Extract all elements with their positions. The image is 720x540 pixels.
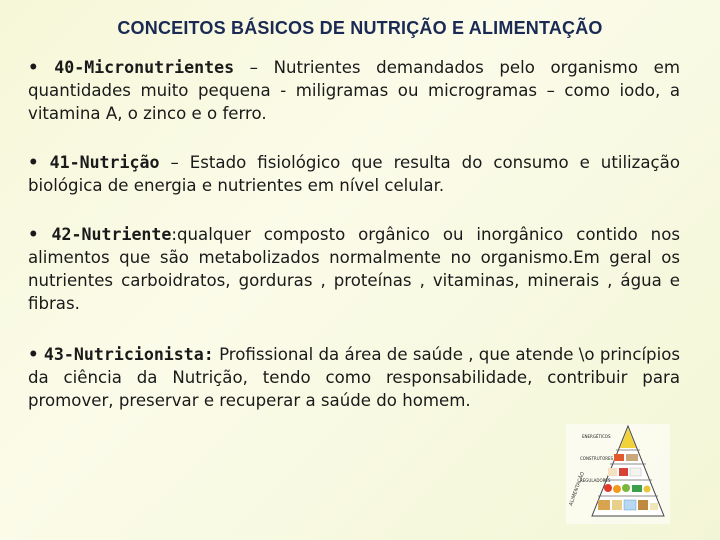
definition-item-nutricionista xyxy=(28,343,680,412)
term-label: 40-Micronutrientes xyxy=(54,58,235,77)
food-pyramid-icon xyxy=(566,424,670,524)
term-label: 41-Nutrição xyxy=(49,153,160,172)
pyramid-label-top: ENERGÉTICOS xyxy=(582,434,611,439)
page-title: CONCEITOS BÁSICOS DE NUTRIÇÃO E ALIMENTAÇÃO xyxy=(117,18,603,38)
definition-text: – Estado fisiológico que resulta do consumo e utilização biológica de energia e nutrientes em nível celular. xyxy=(28,153,680,195)
definition-item-nutricao xyxy=(28,151,680,197)
svg-text:ALIMENTAÇÃO: ALIMENTAÇÃO xyxy=(568,471,587,507)
bullet: • xyxy=(28,225,39,244)
definition-item-micronutrientes xyxy=(28,56,680,125)
pyramid-label-mid: CONSTRUTORES xyxy=(580,456,614,461)
definition-text: – Nutrientes demandados pelo organismo em quantidades muito pequena - miligramas ou microgramas – como iodo, a vitamina A, o zinco e o ferro. xyxy=(28,58,680,123)
pyramid-label-low: REGULADORES xyxy=(580,478,611,483)
bullet: • xyxy=(28,153,39,172)
term-label: 43-Nutricionista: xyxy=(43,345,214,364)
term-label: 42-Nutriente xyxy=(51,225,172,244)
definition-text: :qualquer composto orgânico ou inorgânico contido nos alimentos que são metabolizados normalmente no organismo.Em geral os nutrientes carboidratos, gorduras , proteínas , vitaminas, minerais , água e fibras. xyxy=(28,225,681,313)
bullet: • xyxy=(28,345,39,364)
bullet: • xyxy=(28,58,39,77)
definition-text: Profissional da área de saúde , que atende \o princípios da ciência da Nutrição, tendo como responsabilidade, contribuir para promover, preservar e recuperar a saúde do homem. xyxy=(28,345,680,410)
definition-item-nutriente xyxy=(28,223,680,315)
